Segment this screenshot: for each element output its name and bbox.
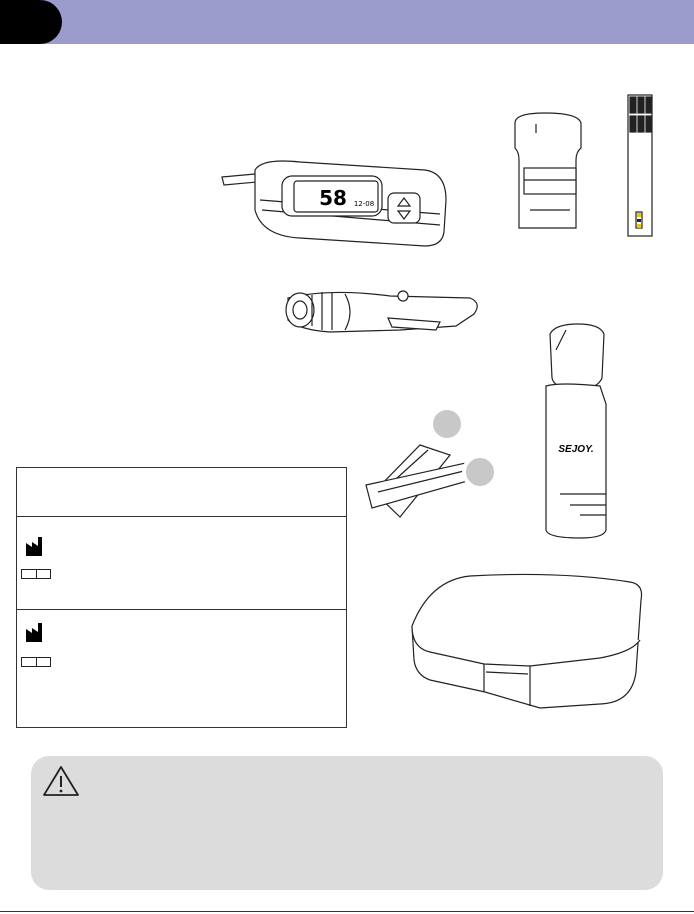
warning-triangle-icon [41,764,81,798]
bottle-brand-label: SEJOY. [558,444,594,455]
factory-icon [25,535,47,557]
ec-rep-mark [21,569,51,579]
carrying-case-icon [412,574,642,708]
test-strip-icon [628,95,652,236]
warning-panel [31,756,663,890]
manufacturer-info-box [16,467,347,728]
control-solution-icon [546,324,606,538]
ec-rep-mark [21,657,51,667]
lancets-icon [366,408,496,517]
test-strip-vial-icon [515,113,581,228]
factory-icon [25,621,47,643]
bottom-rule [0,911,694,912]
meter-reading: 58 [319,186,347,210]
lancing-device-icon [286,291,477,332]
manufacturer-section [17,609,346,730]
manufacturer-section [17,516,346,609]
meter-date: 12-08 [353,200,375,208]
